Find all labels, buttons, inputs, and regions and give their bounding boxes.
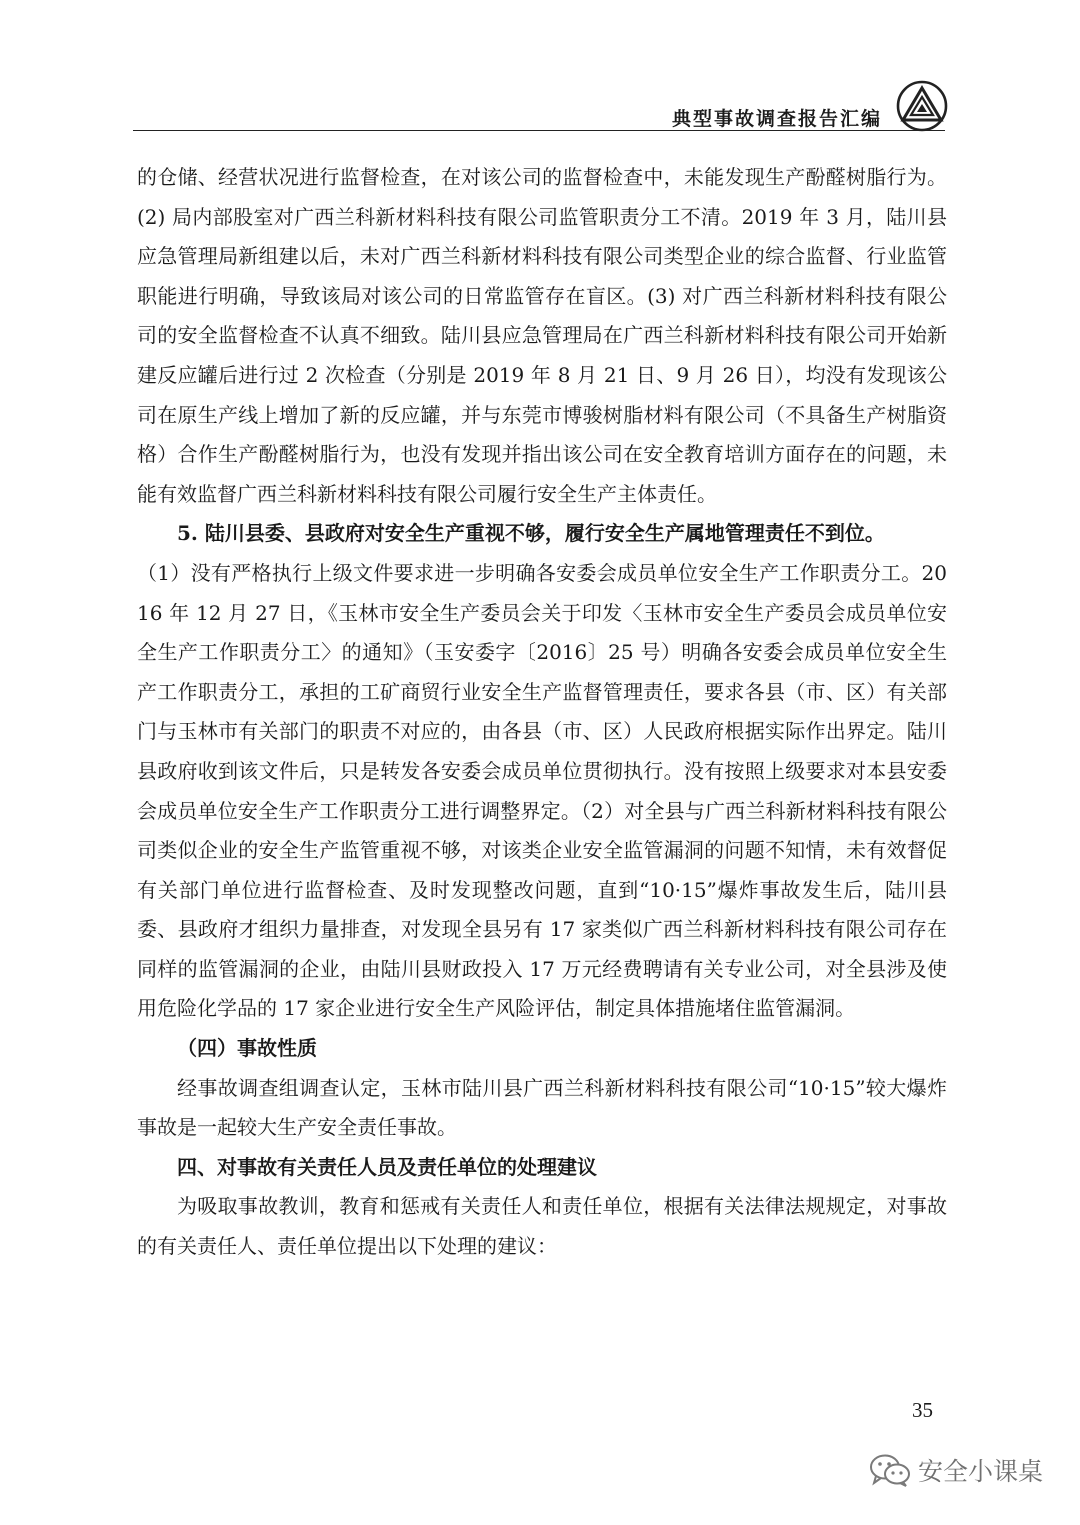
page-number: 35 — [912, 1398, 933, 1422]
watermark-text: 安全小课桌 — [918, 1457, 1044, 1486]
section-heading-handling-suggestions: 四、对事故有关责任人员及责任单位的处理建议 — [177, 1154, 597, 1179]
paragraph-accident-nature: 经事故调查组调查认定，玉林市陆川县广西兰科新材料科技有限公司“10·15”较大爆炸事故是一起较大生产安全责任事故。 — [137, 1075, 947, 1140]
running-header-title: 典型事故调查报告汇编 — [671, 108, 882, 130]
wechat-icon — [868, 1452, 912, 1488]
section-heading-county-responsibility: 5. 陆川县委、县政府对安全生产重视不够，履行安全生产属地管理责任不到位。 — [177, 521, 885, 546]
paragraph-supervision-details: 的仓储、经营状况进行监督检查，在对该公司的监督检查中，未能发现生产酚醛树脂行为。(2) 局内部股室对广西兰科新材料科技有限公司监管职责分工不清。2019 年 3 月，陆川县应急管理局新组建以后，未对广西兰科新材料科技有限公司类型企业的综合监督、行业监管职能进行明确，导致该局对该公司的日常监管存在盲区。(3) 对广西兰科新材料科技有限公司的安全监督检查不认真不细致。陆川县应急管理局在广西兰科新材料科技有限公司开始新建反应罐后进行过 2 次检查（分别是 2019 年 8 月 21 日、9 月 26 日），均没有发现该公司在原生产线上增加了新的反应罐，并与东莞市博骏树脂材料有限公司（不具备生产树脂资格）合作生产酚醛树脂行为，也没有发现并指出该公司在安全教育培训方面存在的问题，未能有效监督广西兰科新材料科技有限公司履行安全生产主体责任。 — [137, 165, 947, 506]
document-body — [137, 158, 947, 1267]
paragraph-handling-intro: 为吸取事故教训，教育和惩戒有关责任人和责任单位，根据有关法律法规规定，对事故的有关责任人、责任单位提出以下处理的建议： — [137, 1194, 947, 1259]
section-heading-accident-nature: （四）事故性质 — [177, 1036, 317, 1061]
paragraph-county-failures: （1）没有严格执行上级文件要求进一步明确各安委会成员单位安全生产工作职责分工。2016 年 12 月 27 日，《玉林市安全生产委员会关于印发〈玉林市安全生产委员会成员单位安全生产工作职责分工〉的通知》（玉安委字〔2016〕25 号）明确各安委会成员单位安全生产工作职责分工，承担的工矿商贸行业安全生产监督管理责任，要求各县（市、区）有关部门与玉林市有关部门的职责不对应的，由各县（市、区）人民政府根据实际作出界定。陆川县政府收到该文件后，只是转发各安委会成员单位贯彻执行。没有按照上级要求对本县安委会成员单位安全生产工作职责分工进行调整界定。（2）对全县与广西兰科新材料科技有限公司类似企业的安全生产监管重视不够，对该类企业安全监管漏洞的问题不知情，未有效督促有关部门单位进行监督检查、及时发现整改问题，直到“10·15”爆炸事故发生后，陆川县委、县政府才组织力量排查，对发现全县另有 17 家类似广西兰科新材料科技有限公司存在同样的监管漏洞的企业，由陆川县财政投入 17 万元经费聘请有关专业公司，对全县涉及使用危险化学品的 17 家企业进行安全生产风险评估，制定具体措施堵住监管漏洞。 — [137, 560, 947, 1021]
triangle-safety-logo-icon — [896, 80, 948, 132]
header-divider — [133, 130, 945, 131]
wechat-watermark — [868, 1452, 1043, 1488]
